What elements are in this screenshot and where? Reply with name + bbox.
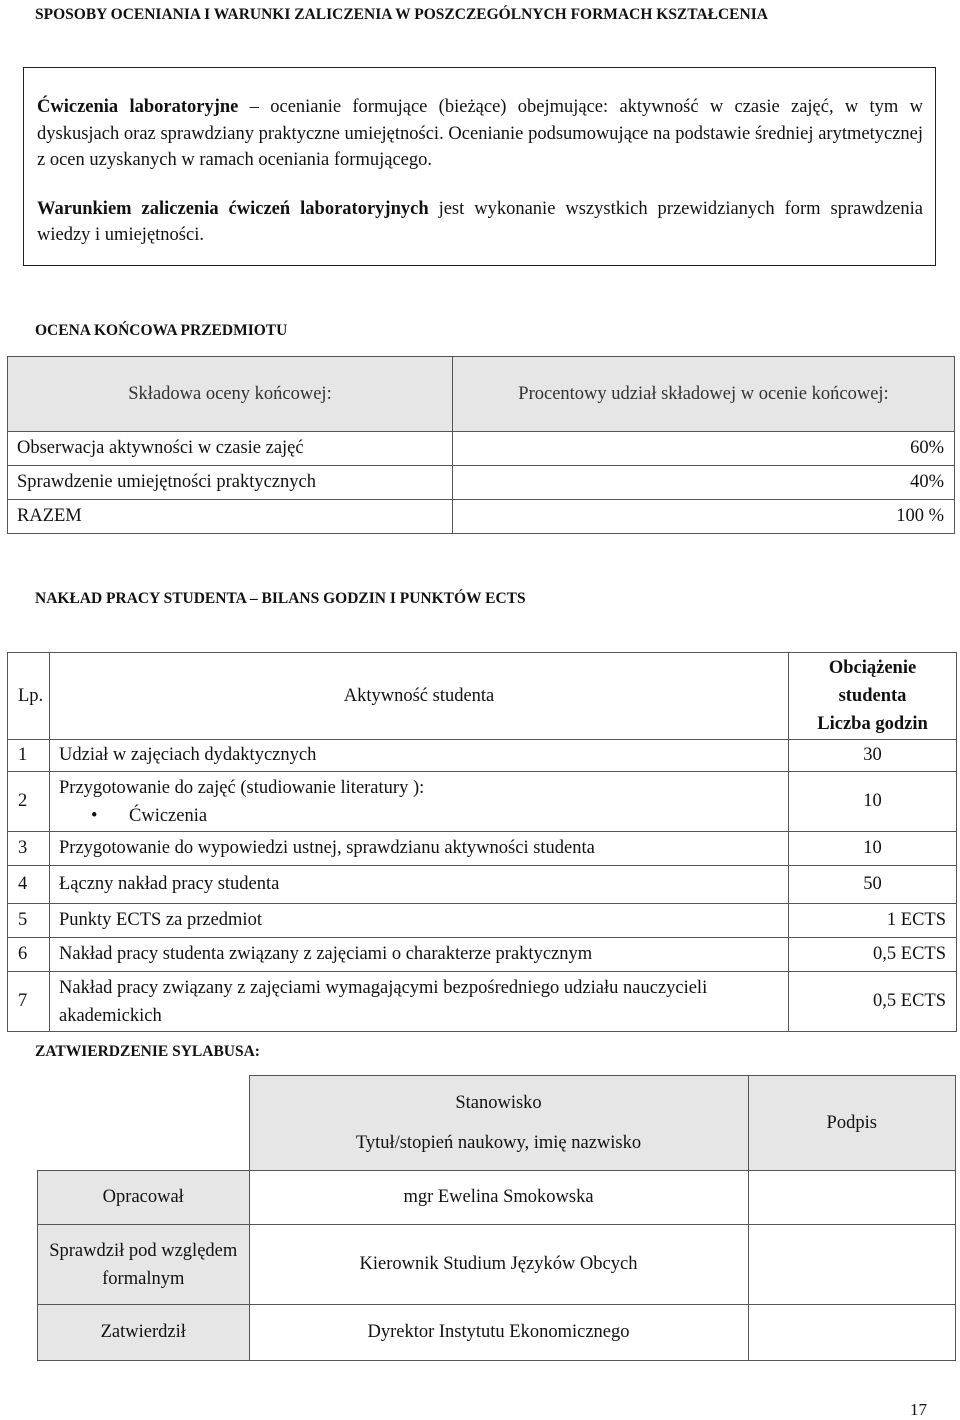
approval-role: Opracował [38,1171,250,1225]
workload-table [7,652,957,1032]
lab-exercises-label: Ćwiczenia laboratoryjne [37,97,239,117]
activity-text: Przygotowanie do zajęć (studiowanie literatury ): [59,777,425,798]
table-row [8,938,957,972]
table-row [8,432,955,466]
pass-condition-label: Warunkiem zaliczenia ćwiczeń laboratoryjnych [37,198,429,219]
col-header-load [789,653,957,740]
grade-component: Sprawdzenie umiejętności praktycznych [8,466,453,500]
row-number: 6 [8,938,50,972]
row-number: 5 [8,904,50,938]
final-grade-table [7,356,955,534]
row-number: 3 [8,832,50,866]
hours: 10 [789,772,957,832]
activity: Nakład pracy związany z zajęciami wymagającymi bezpośredniego udziału nauczycieli akademickich [50,972,789,1032]
table-row [8,972,957,1032]
row-number: 4 [8,866,50,904]
table-row [8,904,957,938]
activity: Udział w zajęciach dydaktycznych [50,740,789,772]
approval-person: Kierownik Studium Języków Obcych [249,1225,748,1305]
approval-role: Sprawdził pod względem formalnym [38,1225,250,1305]
approval-person: mgr Ewelina Smokowska [249,1171,748,1225]
signature-cell [748,1225,956,1305]
grade-component: Obserwacja aktywności w czasie zajęć [8,432,453,466]
ects: 0,5 ECTS [789,938,957,972]
row-number: 2 [8,772,50,832]
col-header-load-line2: studenta [838,686,907,706]
table-row [8,500,955,534]
table-row [8,832,957,866]
table-row [8,772,957,832]
grade-percentage: 40% [453,466,955,500]
page-number: 17 [910,1400,927,1419]
row-number: 1 [8,740,50,772]
empty-corner [38,1076,250,1171]
lab-exercises-text: – ocenianie formujące (bieżące) obejmujące: aktywność w czasie zajęć, w tym w dyskusjach oraz sprawdziany praktyczne umiejętności. Ocenianie podsumowujące na podstawie średniej arytmetycznej z ocen uzyskanych w ramach oceniania formującego. [37,97,923,170]
col-header-load-line3: Liczba godzin [817,714,928,734]
approval-person: Dyrektor Instytutu Ekonomicznego [249,1305,748,1361]
approval-table [37,1075,956,1361]
col-header-stanowisko: Stanowisko [455,1093,542,1113]
assessment-paragraph-1 [37,94,923,174]
row-number: 7 [8,972,50,1032]
section-heading-assessment: SPOSOBY OCENIANIA I WARUNKI ZALICZENIA W POSZCZEGÓLNYCH FORMACH KSZTAŁCENIA [35,6,768,23]
col-header-title-name: Tytuł/stopień naukowy, imię nazwisko [355,1133,642,1153]
table-row [8,740,957,772]
pass-condition-text: jest wykonanie wszystkich przewidzianych form sprawdzenia wiedzy i umiejętności. [37,198,923,245]
hours: 30 [789,740,957,772]
section-heading-workload: NAKŁAD PRACY STUDENTA – BILANS GODZIN I PUNKTÓW ECTS [35,590,526,607]
approval-role: Zatwierdził [38,1305,250,1361]
grade-percentage: 100 % [453,500,955,534]
col-header-component: Składowa oceny końcowej: [8,357,453,432]
activity: Nakład pracy studenta związany z zajęciami o charakterze praktycznym [50,938,789,972]
section-heading-final-grade: OCENA KOŃCOWA PRZEDMIOTU [35,322,288,339]
activity-subitem: • Ćwiczenia [59,802,788,830]
section-heading-approval: ZATWIERDZENIE SYLABUSA: [35,1043,260,1060]
activity [50,772,789,832]
ects: 0,5 ECTS [789,972,957,1032]
col-header-load-line1: Obciążenie [828,658,917,678]
grade-percentage: 60% [453,432,955,466]
table-row [8,866,957,904]
col-header-percentage: Procentowy udział składowej w ocenie końcowej: [453,357,955,432]
col-header-position [249,1076,748,1171]
col-header-activity: Aktywność studenta [50,653,789,740]
table-row [8,466,955,500]
ects: 1 ECTS [789,904,957,938]
hours: 10 [789,832,957,866]
assessment-paragraph-2 [37,196,923,249]
activity: Punkty ECTS za przedmiot [50,904,789,938]
activity: Łączny nakład pracy studenta [50,866,789,904]
table-row [38,1305,956,1361]
col-header-signature: Podpis [748,1076,956,1171]
table-row [38,1171,956,1225]
activity: Przygotowanie do wypowiedzi ustnej, sprawdzianu aktywności studenta [50,832,789,866]
grade-component: RAZEM [8,500,453,534]
assessment-box [23,67,936,266]
signature-cell [748,1171,956,1225]
signature-cell [748,1305,956,1361]
hours: 50 [789,866,957,904]
table-row [38,1225,956,1305]
col-header-lp: Lp. [8,653,50,740]
